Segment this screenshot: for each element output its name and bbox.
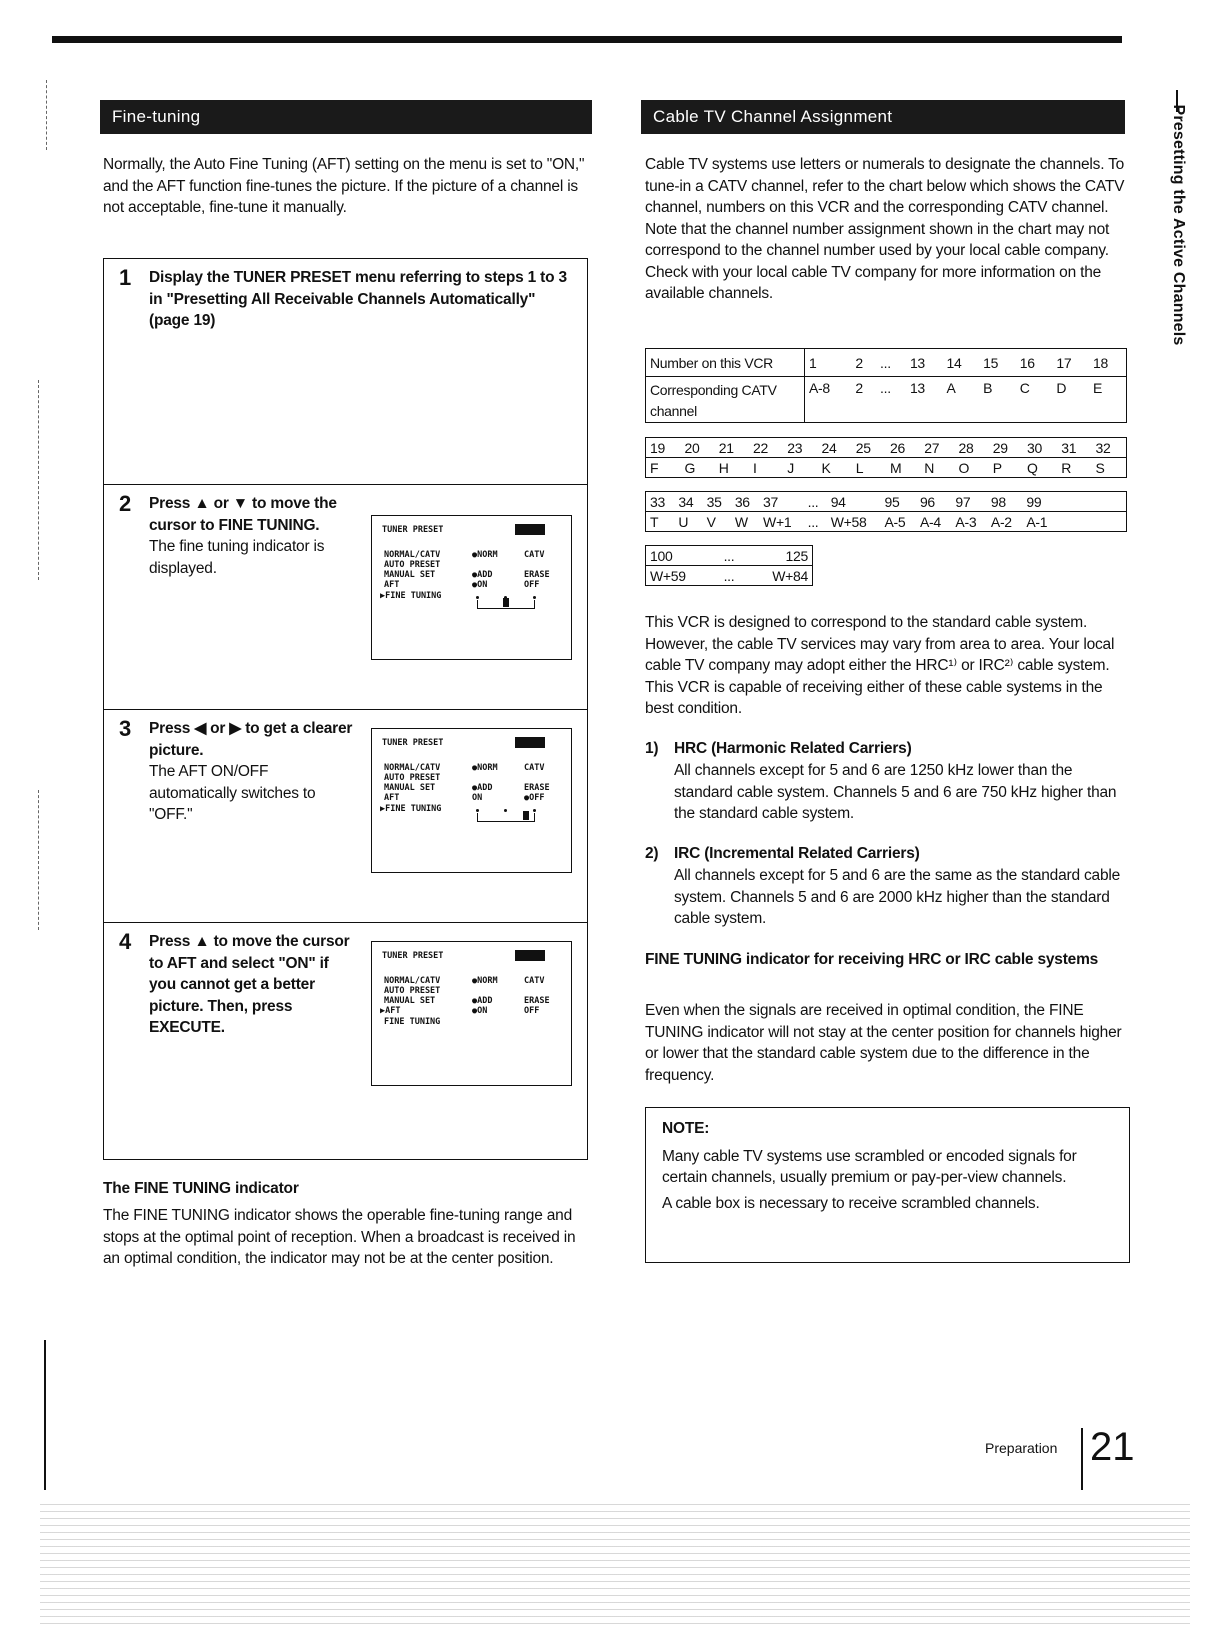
cell: T: [646, 512, 675, 532]
step-note: The fine tuning indicator is displayed.: [149, 538, 325, 577]
cell: W+84: [744, 566, 813, 586]
cell: F: [646, 458, 681, 478]
step-4: [104, 923, 587, 1159]
cell: 97: [951, 492, 986, 512]
menu-row: NORMAL/CATV ●NORM CATV: [384, 976, 545, 986]
cell: ...: [804, 512, 827, 532]
cell: 33: [646, 492, 675, 512]
cell: K: [817, 458, 851, 478]
menu-row: AUTO PRESET: [384, 986, 441, 996]
channel-table-2: [645, 437, 1127, 478]
cell: 125: [744, 546, 813, 566]
cell: 15: [979, 349, 1016, 377]
cell: 21: [715, 438, 749, 458]
screen-block: [515, 524, 545, 535]
fine-tuning-scale: [477, 813, 535, 822]
cell: A: [943, 377, 980, 423]
cell: 26: [886, 438, 920, 458]
screen-title: TUNER PRESET: [382, 738, 444, 748]
menu-row: FINE TUNING: [384, 1017, 441, 1027]
cell: ...: [876, 349, 906, 377]
hrc-irc-text: Even when the signals are received in optimal condition, the FINE TUNING indicator will not stay at the center position for channels higher or lower that the standard cable system due to the difference in the frequency.: [645, 1002, 1122, 1084]
cell: M: [886, 458, 920, 478]
cell: E: [1089, 377, 1127, 423]
step-number: 4: [119, 929, 132, 954]
scan-mark: [38, 790, 39, 930]
page-number: 21: [1090, 1425, 1135, 1469]
cell: L: [852, 458, 886, 478]
cell: 20: [680, 438, 714, 458]
step-2: [104, 485, 587, 710]
step-text: [149, 931, 359, 1039]
menu-row: MANUAL SET ●ADD ERASE: [384, 570, 550, 580]
cell: 19: [646, 438, 681, 458]
cable-system-text: This VCR is designed to correspond to the standard cable system. However, the cable TV services may vary from area to area. Your local cable TV company may adopt either the HRC¹⁾ or IRC²⁾ cable system. This VCR is capable of receiving either of these cable systems in the best condition.: [645, 614, 1115, 717]
step-text: [149, 718, 359, 826]
cell: U: [674, 512, 702, 532]
cell: A-4: [916, 512, 951, 532]
menu-row: ▶AFT ●ON OFF: [380, 1006, 540, 1016]
step-number: 1: [119, 265, 132, 290]
hrc-title: HRC (Harmonic Related Carriers): [674, 740, 912, 757]
cell: 13: [906, 377, 943, 423]
cell: B: [979, 377, 1016, 423]
steps-box: [103, 258, 588, 1160]
fine-tuning-indicator: [503, 598, 509, 607]
cell: W: [731, 512, 759, 532]
footer-section: Preparation: [985, 1440, 1058, 1456]
tuner-preset-screen: [371, 515, 572, 660]
cell: 29: [989, 438, 1023, 458]
cell: N: [920, 458, 954, 478]
menu-row: MANUAL SET ●ADD ERASE: [384, 996, 550, 1006]
cell: P: [989, 458, 1023, 478]
tuner-preset-screen: [371, 941, 572, 1086]
cell: J: [783, 458, 817, 478]
cable-intro: Cable TV systems use letters or numerals to designate the channels. To tune-in a CATV channel, refer to the chart below which shows the CATV channel, numbers on this VCR and the corresponding CATV channel. Note that the channel number assignment shown in the chart may not correspond to the channel number used by your local cable company. Check with your local cable TV company for more information on the available channels.: [645, 156, 1125, 302]
cell: 16: [1016, 349, 1053, 377]
cell: H: [715, 458, 749, 478]
cell: O: [954, 458, 988, 478]
cell: I: [749, 458, 783, 478]
cell: 98: [987, 492, 1022, 512]
cell: 99: [1022, 492, 1058, 512]
cell: ...: [804, 492, 827, 512]
cell: C: [1016, 377, 1053, 423]
cell: 35: [703, 492, 731, 512]
side-tab-label: Presetting the Active Channels: [1170, 104, 1187, 346]
cell: ...: [876, 377, 906, 423]
cell: 36: [731, 492, 759, 512]
cell: 94: [827, 492, 881, 512]
cell: D: [1052, 377, 1089, 423]
menu-row: NORMAL/CATV ●NORM CATV: [384, 763, 545, 773]
screen-block: [515, 737, 545, 748]
cell: 22: [749, 438, 783, 458]
screen-title: TUNER PRESET: [382, 525, 444, 535]
cell: 95: [880, 492, 915, 512]
menu-row: MANUAL SET ●ADD ERASE: [384, 783, 550, 793]
menu-row: AFT ON ●OFF: [384, 793, 545, 803]
cell: 30: [1023, 438, 1057, 458]
cell: 32: [1091, 438, 1126, 458]
cell: 34: [674, 492, 702, 512]
cell: 18: [1089, 349, 1127, 377]
cell: 2: [851, 349, 876, 377]
cell: G: [680, 458, 714, 478]
irc-text: All channels except for 5 and 6 are the same as the standard cable system. Channels 5 and 6 are 2000 kHz higher than the standard cable system.: [674, 867, 1121, 927]
note-text-1: Many cable TV systems use scrambled or encoded signals for certain channels, usually premium or pay-per-view channels.: [662, 1147, 1077, 1186]
fine-tuning-heading: Fine-tuning: [100, 100, 592, 134]
cell: 1: [805, 349, 852, 377]
menu-row: ▶FINE TUNING: [380, 591, 442, 601]
channel-table-3: [645, 491, 1127, 532]
channel-table-1: [645, 348, 1127, 423]
irc-title: IRC (Incremental Related Carriers): [674, 845, 920, 862]
cell: A-8: [805, 377, 852, 423]
scan-mark: [46, 80, 47, 150]
step-note: The AFT ON/OFF automatically switches to "OFF.": [149, 763, 316, 823]
indicator-text: The FINE TUNING indicator shows the operable fine-tuning range and stops at the optimal point of reception. When a broadcast is received in an optimal condition, the indicator may not be at the center position.: [103, 1207, 576, 1267]
cell: 24: [817, 438, 851, 458]
top-rule: [52, 36, 1122, 43]
step-number: 2: [119, 491, 132, 516]
cell: 37: [759, 492, 804, 512]
step-text: [149, 493, 359, 579]
step-instruction: Display the TUNER PRESET menu referring to steps 1 to 3 in "Presetting All Receivable Channels Automatically" (page 19): [149, 269, 567, 329]
menu-row: AFT ●ON OFF: [384, 580, 540, 590]
menu-row: ▶FINE TUNING: [380, 804, 442, 814]
note-text-2: A cable box is necessary to receive scrambled channels.: [662, 1194, 1040, 1212]
fine-tuning-indicator: [523, 811, 529, 820]
cell: 13: [906, 349, 943, 377]
step-text: [149, 267, 569, 332]
cell: V: [703, 512, 731, 532]
cell: W+59: [646, 566, 715, 586]
row-label: Corresponding CATV channel: [646, 377, 805, 423]
cell: 100: [646, 546, 715, 566]
step-1: [104, 259, 587, 485]
cell: 2: [851, 377, 876, 423]
indicator-heading: The FINE TUNING indicator: [103, 1180, 299, 1197]
menu-row: AUTO PRESET: [384, 560, 441, 570]
fine-tuning-intro: Normally, the Auto Fine Tuning (AFT) setting on the menu is set to "ON," and the AFT function fine-tunes the picture. If the picture of a channel is not acceptable, fine-tune it manually.: [103, 156, 585, 216]
cell: A-2: [987, 512, 1022, 532]
step-instruction: Press ▲ to move the cursor to AFT and select "ON" if you cannot get a better picture. Then, press EXECUTE.: [149, 933, 350, 1036]
note-title: NOTE:: [662, 1120, 710, 1137]
cell: 23: [783, 438, 817, 458]
cell: W+58: [827, 512, 881, 532]
cell: 17: [1052, 349, 1089, 377]
step-instruction: Press ▲ or ▼ to move the cursor to FINE TUNING.: [149, 495, 337, 534]
cell: A-3: [951, 512, 986, 532]
channel-table-4: [645, 545, 813, 586]
hrc-text: All channels except for 5 and 6 are 1250 kHz lower than the standard cable system. Channels 5 and 6 are 750 kHz higher than the standard cable system.: [674, 762, 1117, 822]
irc-number: 2): [645, 845, 659, 862]
step-3: [104, 710, 587, 923]
screen-title: TUNER PRESET: [382, 951, 444, 961]
side-tab: [1163, 95, 1193, 355]
cell: 31: [1057, 438, 1091, 458]
scan-mark: [38, 380, 39, 580]
cable-heading: Cable TV Channel Assignment: [641, 100, 1125, 134]
cell: 25: [852, 438, 886, 458]
step-instruction: Press ◀ or ▶ to get a clearer picture.: [149, 720, 353, 759]
hrc-irc-heading: FINE TUNING indicator for receiving HRC or IRC cable systems: [645, 951, 1099, 968]
cell: Q: [1023, 458, 1057, 478]
hrc-number: 1): [645, 740, 659, 757]
cell: 14: [943, 349, 980, 377]
footer-divider: [1081, 1428, 1083, 1490]
note-box: [645, 1107, 1130, 1263]
menu-row: AUTO PRESET: [384, 773, 441, 783]
scan-noise: [40, 1500, 1190, 1630]
row-label: Number on this VCR: [646, 349, 805, 377]
cell: W+1: [759, 512, 804, 532]
fine-tuning-scale: [477, 600, 535, 609]
cell: 27: [920, 438, 954, 458]
cell: 96: [916, 492, 951, 512]
cell: R: [1057, 458, 1091, 478]
menu-row: NORMAL/CATV ●NORM CATV: [384, 550, 545, 560]
cell: A-1: [1022, 512, 1058, 532]
scan-mark: [44, 1340, 46, 1490]
cell: ...: [714, 566, 743, 586]
cell: ...: [714, 546, 743, 566]
cell: A-5: [880, 512, 915, 532]
cell: 28: [954, 438, 988, 458]
tuner-preset-screen: [371, 728, 572, 873]
cell: S: [1091, 458, 1126, 478]
step-number: 3: [119, 716, 132, 741]
screen-block: [515, 950, 545, 961]
